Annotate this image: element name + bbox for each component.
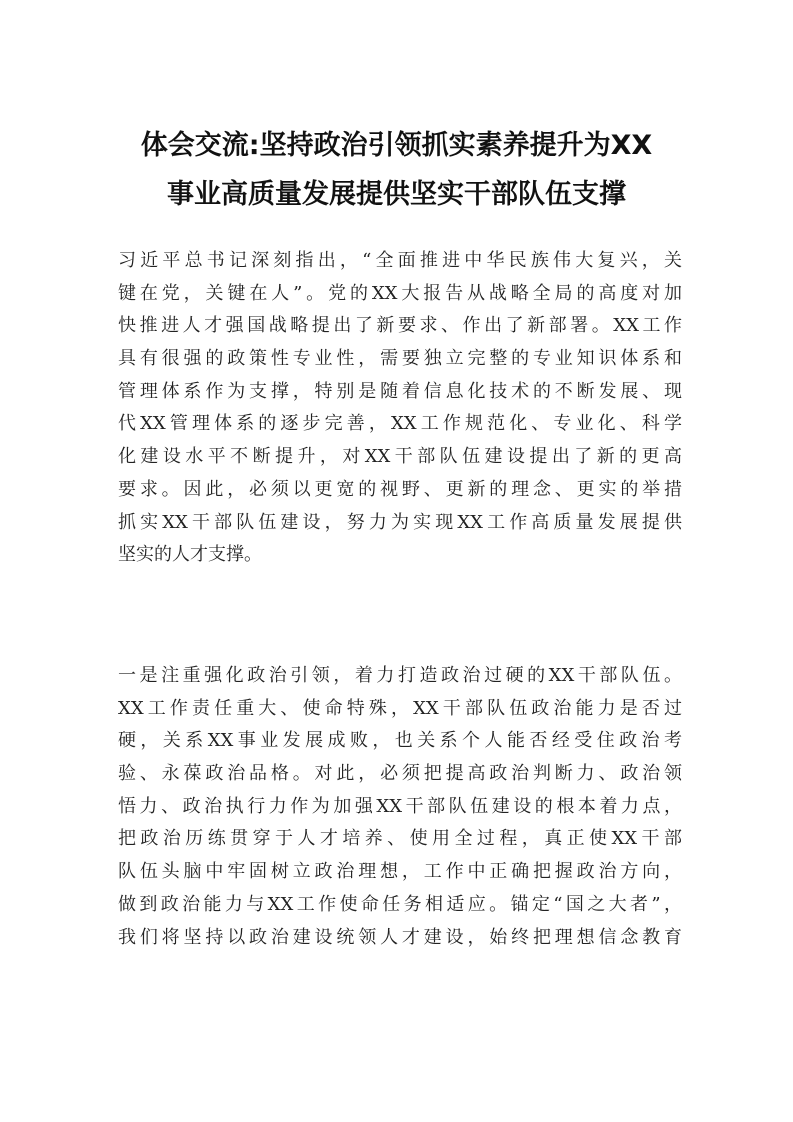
- document-title-line-2: 事业高质量发展提供坚实干部队伍支撑: [167, 179, 626, 210]
- paragraph-line: 化建设水平不断提升，对XX干部队伍建设提出了新的更高: [118, 446, 682, 468]
- paragraph-line: 硬，关系XX事业发展成败，也关系个人能否经受住政治考: [118, 730, 682, 752]
- paragraph-line: XX工作责任重大、使命特殊，XX干部队伍政治能力是否过: [118, 697, 682, 719]
- paragraph-line: 管理体系作为支撑，特别是随着信息化技术的不断发展、现: [118, 380, 682, 402]
- paragraph-line: 做到政治能力与XX工作使命任务相适应。锚定“国之大者”，: [118, 893, 682, 915]
- paragraph-political-guidance: [118, 660, 682, 954]
- paragraph-line: 要求。因此，必须以更宽的视野、更新的理念、更实的举措: [118, 478, 682, 500]
- paragraph-line: 把政治历练贯穿于人才培养、使用全过程，真正使XX干部: [118, 828, 682, 850]
- document-title-line-1: 体会交流:坚持政治引领抓实素养提升为XX: [140, 130, 653, 161]
- paragraph-line: 具有很强的政策性专业性，需要独立完整的专业知识体系和: [118, 348, 682, 370]
- paragraph-line: 快推进人才强国战略提出了新要求、作出了新部署。XX工作: [118, 315, 682, 337]
- paragraph-line: 队伍头脑中牢固树立政治理想，工作中正确把握政治方向，: [118, 861, 682, 883]
- paragraph-line: 抓实XX干部队伍建设，努力为实现XX工作高质量发展提供: [118, 511, 682, 533]
- paragraph-line: 习近平总书记深刻指出，“全面推进中华民族伟大复兴，关: [118, 250, 682, 271]
- paragraph-line: 键在党，关键在人”。党的XX大报告从战略全局的高度对加: [118, 282, 682, 304]
- paragraph-line: 悟力、政治执行力作为加强XX干部队伍建设的根本着力点，: [118, 795, 682, 817]
- paragraph-intro: [118, 245, 682, 572]
- paragraph-line: 我们将坚持以政治建设统领人才建设，始终把理想信念教育: [118, 926, 682, 948]
- paragraph-line: 验、永葆政治品格。对此，必须把提高政治判断力、政治领: [118, 763, 682, 785]
- paragraph-line: 一是注重强化政治引领，着力打造政治过硬的XX干部队伍。: [118, 665, 682, 686]
- paragraph-line: 代XX管理体系的逐步完善，XX工作规范化、专业化、科学: [118, 413, 682, 435]
- paragraph-line: 坚实的人才支撑。: [118, 544, 262, 566]
